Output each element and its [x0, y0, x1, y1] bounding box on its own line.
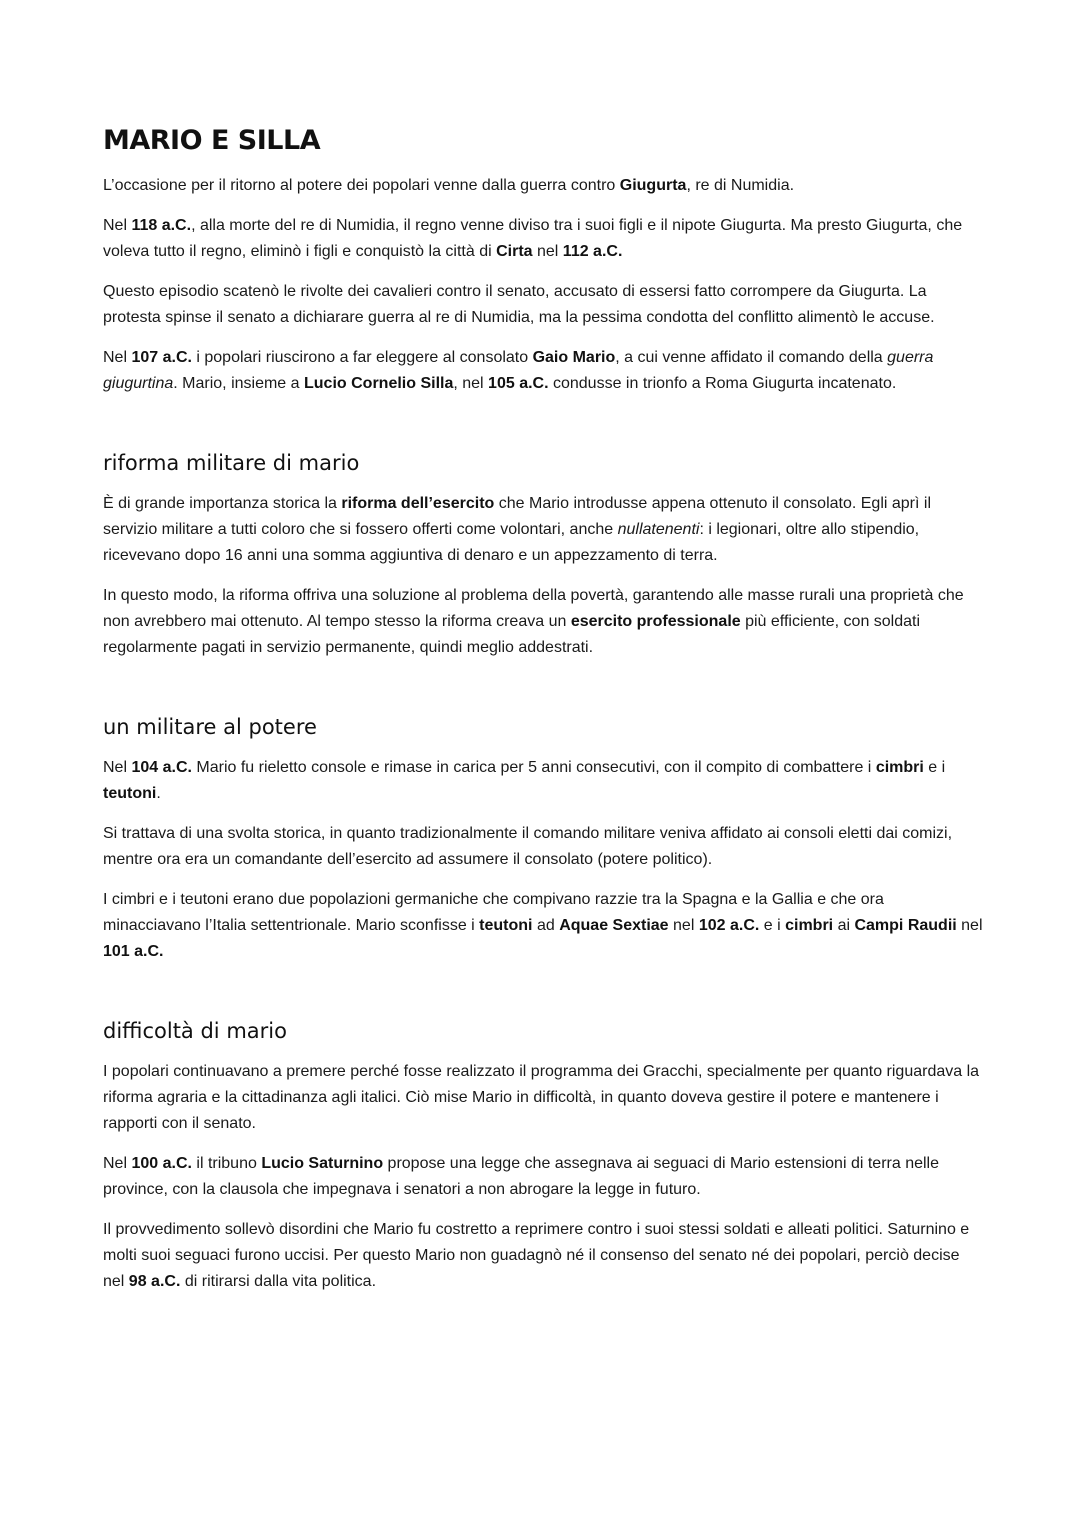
text-run: . Mario, insieme a [173, 375, 304, 392]
italic-term: guerra giugurtina [103, 349, 934, 392]
text-run: Questo episodio scatenò le rivolte dei cavalieri contro il senato, accusato di essersi fatto corrompere da Giugurta. La protesta spinse il senato a dichiarare guerra al re di Numidia, ma la pessima condotta del conflitto alimentò le accuse. [103, 283, 935, 326]
bold-term: Cirta [496, 243, 533, 260]
bold-term: cimbri [785, 917, 834, 934]
text-run: e i [923, 759, 946, 776]
intro [103, 173, 983, 397]
paragraph [103, 345, 983, 397]
bold-term: 104 a.C. [131, 759, 192, 776]
text-run: nel [532, 243, 563, 260]
bold-term: Lucio Saturnino [261, 1155, 384, 1172]
bold-term: cimbri [875, 759, 924, 776]
bold-term: Lucio Cornelio Silla [304, 375, 454, 392]
text-run: , re di Numidia. [686, 177, 795, 194]
text-run: ai [833, 917, 855, 934]
text-run: nel [668, 917, 699, 934]
text-run: Il provvedimento sollevò disordini che Mario fu costretto a reprimere contro i suoi stessi soldati e alleati politici. Saturnino e molti suoi seguaci furono uccisi. Per questo Mario non guadagnò né il consenso del senato né dei popolari, perciò decise nel [103, 1221, 970, 1290]
text-run: Nel [103, 1155, 132, 1172]
text-run: , a cui venne affidato il comando della [615, 349, 888, 366]
text-run: I popolari continuavano a premere perché fosse realizzato il programma dei Gracchi, specialmente per quanto riguardava la riforma agraria e la cittadinanza agli italici. Ciò mise Mario in difficoltà, in quanto doveva gestire il potere e mantenere i rapporti con il senato. [103, 1063, 980, 1132]
section-difficolta [103, 1017, 983, 1295]
text-run: I cimbri e i teutoni erano due popolazioni germaniche che compivano razzie tra la Spagna e la Gallia e che ora minacciavano l’Italia settentrionale. Mario sconfisse i [103, 891, 884, 934]
bold-term: 102 a.C. [698, 917, 760, 934]
text-run: i popolari riuscirono a far eleggere al consolato [191, 349, 533, 366]
paragraph [103, 821, 983, 873]
italic-term: nullatenenti [617, 521, 700, 538]
page-title: MARIO E SILLA [103, 125, 321, 156]
section-heading: difficoltà di mario [103, 1019, 287, 1043]
text-run: Nel [103, 759, 132, 776]
paragraph [103, 1151, 983, 1203]
paragraph [103, 583, 983, 661]
text-run: propose una legge che assegnava ai seguaci di Mario estensioni di terra nelle province, con la clausola che impegnava i senatori a non abrogare la legge in futuro. [103, 1155, 939, 1198]
document-page [103, 124, 983, 1309]
paragraph [103, 1217, 983, 1295]
text-run: , alla morte del re di Numidia, il regno venne diviso tra i suoi figli e il nipote Giugurta. Ma presto Giugurta, che voleva tutto il regno, eliminò i figli e conquistò la città di [103, 217, 963, 260]
bold-term: teutoni [479, 917, 533, 934]
bold-term: 100 a.C. [131, 1155, 192, 1172]
text-run: più efficiente, con soldati regolarmente pagati in servizio permanente, quindi meglio addestrati. [103, 613, 921, 656]
bold-term: 101 a.C. [103, 943, 164, 960]
section-riforma-militare [103, 449, 983, 661]
text-run: Mario fu rieletto console e rimase in carica per 5 anni consecutivi, con il compito di combattere i [191, 759, 876, 776]
bold-term: esercito professionale [570, 613, 741, 630]
bold-term: teutoni [103, 785, 157, 802]
bold-term: 105 a.C. [488, 375, 549, 392]
paragraph [103, 887, 983, 965]
text-run: : i legionari, oltre allo stipendio, ricevevano dopo 16 anni una somma aggiuntiva di denaro e un appezzamento di terra. [103, 521, 920, 564]
text-run: ad [532, 917, 560, 934]
text-run: . [156, 785, 161, 802]
text-run: Nel [103, 349, 132, 366]
text-run: L’occasione per il ritorno al potere dei popolari venne dalla guerra contro [103, 177, 620, 194]
bold-term: Campi Raudii [854, 917, 957, 934]
text-run: È di grande importanza storica la [103, 495, 342, 512]
section-heading: un militare al potere [103, 715, 317, 739]
section-heading: riforma militare di mario [103, 451, 360, 475]
text-run: condusse in trionfo a Roma Giugurta incatenato. [548, 375, 897, 392]
text-run: il tribuno [191, 1155, 262, 1172]
text-run: nel [956, 917, 983, 934]
section-militare-al-potere [103, 713, 983, 965]
paragraph [103, 491, 983, 569]
text-run: di ritirarsi dalla vita politica. [180, 1273, 377, 1290]
paragraph [103, 279, 983, 331]
text-run: e i [759, 917, 786, 934]
paragraph [103, 755, 983, 807]
text-run: Si trattava di una svolta storica, in quanto tradizionalmente il comando militare veniva affidato ai consoli eletti dai comizi, mentre ora era un comandante dell’esercito ad assumere il consolato (potere politico). [103, 825, 953, 868]
bold-term: 112 a.C. [562, 243, 623, 260]
text-run: Nel [103, 217, 132, 234]
bold-term: 98 a.C. [128, 1273, 181, 1290]
text-run: che Mario introdusse appena ottenuto il consolato. Egli aprì il servizio militare a tutti coloro che si fossero offerti come volontari, anche [103, 495, 931, 538]
bold-term: Aquae Sextiae [559, 917, 669, 934]
paragraph [103, 1059, 983, 1137]
paragraph [103, 213, 983, 265]
text-run: In questo modo, la riforma offriva una soluzione al problema della povertà, garantendo alle masse rurali una proprietà che non avrebbero mai ottenuto. Al tempo stesso la riforma creava un [103, 587, 964, 630]
bold-term: Giugurta [619, 177, 687, 194]
paragraph [103, 173, 983, 199]
text-run: , nel [453, 375, 489, 392]
bold-term: 107 a.C. [131, 349, 192, 366]
bold-term: Gaio Mario [532, 349, 616, 366]
bold-term: riforma dell’esercito [341, 495, 495, 512]
bold-term: 118 a.C. [131, 217, 192, 234]
